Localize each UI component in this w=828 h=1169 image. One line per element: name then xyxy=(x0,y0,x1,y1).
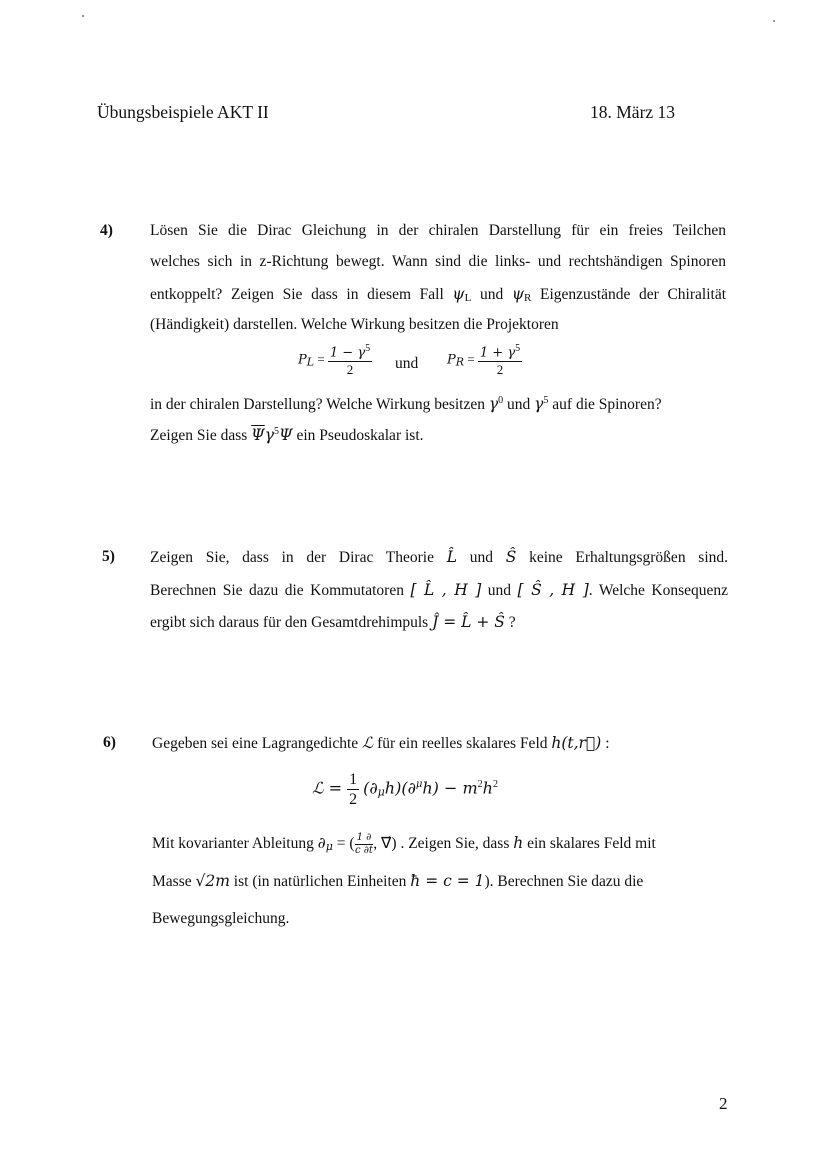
text-line: Lösen Sie die Dirac Gleichung in der chiralen Darstellung für ein freies Teilchen xyxy=(150,222,726,239)
text-line: Bewegungsgleichung. xyxy=(152,910,290,927)
text-line: entkoppelt? Zeigen Sie dass in diesem Fall ψL und ψR Eigenzustände der Chiralität xyxy=(150,285,727,304)
page-title: Übungsbeispiele AKT II xyxy=(97,102,269,122)
scan-speck xyxy=(773,20,775,22)
text-line: ergibt sich daraus für den Gesamtdrehimpuls Ĵ = L̂ + Ŝ ? xyxy=(150,613,516,631)
scan-speck xyxy=(82,15,84,17)
text-line: in der chiralen Darstellung? Welche Wirkung besitzen $\gamma^0$ und $\gamma^5$ auf die Spinoren? xyxy=(150,395,662,414)
text-line: Masse √2m ist (in natürlichen Einheiten ħ = c = 1). Berechnen Sie dazu die xyxy=(152,872,644,890)
problem-number: 4) xyxy=(100,222,113,239)
projector-formula-left: PL = $\frac{1 - \gamma^5}{2}$ xyxy=(298,343,371,377)
text-line: Mit kovarianter Ableitung ∂μ = ( $\frac{1 \partial}{c \partial t}$ , ∇⃗) . Zeigen Sie, dass h ein skalares Feld mit xyxy=(152,832,656,856)
text-line: (Händigkeit) darstellen. Welche Wirkung besitzen die Projektoren xyxy=(150,316,559,333)
text-line: Berechnen Sie dazu die Kommutatoren [ L̂ , H ] und [ Ŝ , H ]. Welche Konsequenz xyxy=(150,581,728,599)
page-number: 2 xyxy=(719,1094,728,1113)
date: 18. März 13 xyxy=(590,102,676,122)
problem-number: 5) xyxy=(102,548,115,565)
text-line: welches sich in z-Richtung bewegt. Wann sind die links- und rechtshändigen Spinoren xyxy=(150,253,726,270)
lagrangian-equation: ℒ = $\frac{1}{2}$ $(\partial\mu h)(\partial^\mu h) - m^2h^2$ xyxy=(312,771,498,809)
text-line: Gegeben sei eine Lagrangedichte ℒ für ein reelles skalares Feld h(t,r⃗) : xyxy=(152,734,610,752)
und-label: und xyxy=(395,355,419,372)
text-line: Zeigen Sie dass $\overline{\Psi}\gamma^5\Psi$ ein Pseudoskalar ist. xyxy=(150,426,424,445)
text-line: Zeigen Sie, dass in der Dirac Theorie L̂ und Ŝ keine Erhaltungsgrößen sind. xyxy=(150,548,729,566)
projector-formula-right: PR = $\frac{1 + \gamma^5}{2}$ xyxy=(447,343,521,377)
problem-number: 6) xyxy=(103,734,116,751)
